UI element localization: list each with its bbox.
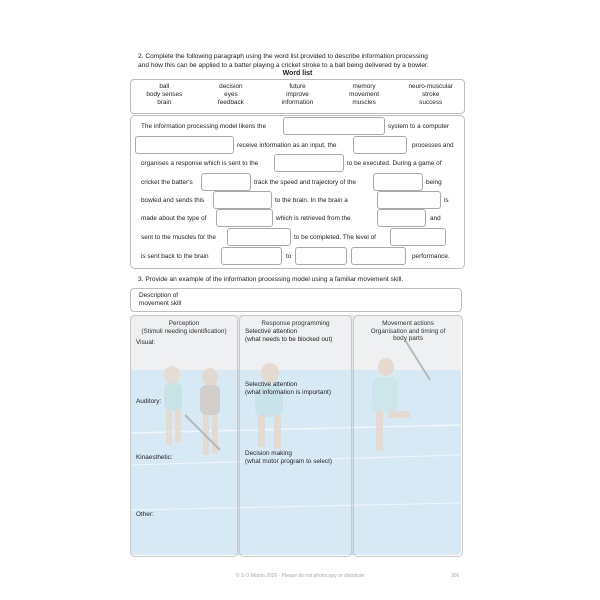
para-text: to the brain. In the brain a [275, 197, 348, 204]
blank-2[interactable] [135, 136, 234, 154]
word-list-item: neuro-muscular [408, 83, 453, 90]
response-programming-column[interactable] [239, 315, 352, 557]
para-text: to be executed. During a game of [347, 160, 442, 167]
blank-9[interactable] [216, 209, 273, 227]
para-text: made about the type of [141, 215, 207, 222]
word-list-item: ball [159, 83, 170, 90]
para-text: and [430, 215, 441, 222]
word-list-item: memory [352, 83, 376, 90]
para-text: track the speed and trajectory of the [254, 179, 356, 186]
word-list-item: decision [219, 83, 243, 90]
word-list-item: feedback [217, 99, 244, 106]
blank-1[interactable] [283, 117, 385, 135]
word-list-item: brain [157, 99, 172, 106]
other-label: Other: [136, 511, 154, 518]
para-text: receive information as an input, the [237, 142, 337, 149]
para-text: The information processing model likens the [141, 123, 267, 130]
selective-attention-blocked-desc: (what needs to be blocked out) [245, 335, 333, 343]
word-list-item: muscles [352, 99, 376, 106]
para-text: system to a computer [388, 123, 450, 130]
perception-subtitle: (Stimuli needing identification) [141, 327, 227, 335]
movement-subtitle-1: Organisation and timing of [370, 327, 446, 335]
decision-making [245, 450, 332, 465]
blank-7[interactable] [213, 191, 272, 209]
perception-header [131, 320, 237, 335]
blank-10[interactable] [377, 209, 426, 227]
perception-title: Perception [168, 320, 200, 327]
para-text: which is retrieved from the [276, 215, 351, 222]
para-text: to be completed. The level of [294, 234, 376, 241]
blank-4[interactable] [274, 154, 344, 172]
description-label-line-1: Description of [139, 292, 179, 299]
perception-column[interactable] [130, 315, 238, 557]
word-list-item: future [289, 83, 306, 90]
decision-making-title: Decision making [245, 450, 292, 457]
word-list-box [130, 79, 465, 114]
selective-attention-important-title: Selective attention [245, 381, 298, 388]
para-text: processes and [412, 142, 454, 149]
para-text: performance. [412, 253, 450, 260]
selective-attention-blocked [245, 328, 332, 343]
question-3: 3. Provide an example of the information processing model using a familiar movement skill. [138, 276, 404, 283]
movement-header [354, 320, 462, 343]
para-text: cricket the batter's [141, 179, 193, 186]
para-text: bowled and sends this [141, 197, 205, 204]
selective-attention-important [245, 381, 331, 396]
para-text: being [426, 179, 442, 186]
word-list-title: Word list [282, 70, 313, 77]
page-number: 306 [451, 573, 460, 579]
selective-attention-blocked-title: Selective attention [245, 328, 298, 335]
paragraph-box [130, 115, 465, 269]
word-list-item: body senses [146, 91, 183, 98]
blank-14[interactable] [295, 247, 347, 265]
blank-12[interactable] [390, 228, 446, 246]
blank-11[interactable] [227, 228, 291, 246]
word-list-item: success [419, 99, 443, 106]
para-text: sent to the muscles for the [141, 234, 216, 241]
movement-subtitle-2: body parts [393, 335, 423, 342]
word-list-item: movement [349, 91, 380, 98]
word-list-item: information [281, 99, 314, 106]
para-text: is [444, 197, 449, 204]
visual-label: Visual: [136, 339, 156, 346]
blank-15[interactable] [351, 247, 406, 265]
movement-actions-column[interactable] [353, 315, 463, 557]
blank-13[interactable] [221, 247, 282, 265]
blank-8[interactable] [377, 191, 441, 209]
movement-title: Movement actions [382, 320, 434, 327]
response-title: Response programming [261, 320, 330, 327]
question-2-line-1: 2. Complete the following paragraph using the word list provided to describe information processing [138, 53, 428, 60]
para-text: is sent back to the brain [141, 253, 209, 260]
para-text: to [286, 253, 292, 260]
description-label [139, 292, 181, 308]
selective-attention-important-desc: (what information is important) [245, 388, 331, 396]
blank-3[interactable] [353, 136, 407, 154]
movement-skill-description-box[interactable] [130, 288, 462, 312]
auditory-label: Auditory: [136, 398, 162, 405]
description-label-line-2: movement skill [139, 300, 182, 307]
word-list-item: eyes [224, 91, 238, 98]
kinaesthetic-label: Kinaesthetic: [136, 454, 173, 461]
word-list-grid [131, 83, 464, 107]
word-list-item: stroke [421, 91, 440, 98]
para-text: organises a response which is sent to the [141, 160, 259, 167]
footer-copyright: © S O Martin 2026 - Please do not photocopy or distribute [235, 573, 365, 579]
blank-5[interactable] [201, 173, 251, 191]
blank-6[interactable] [373, 173, 423, 191]
question-2-line-2: and how this can be applied to a batter playing a cricket stroke to a ball being delivered by a bowler. [138, 62, 429, 69]
question-2 [138, 52, 458, 70]
word-list-item: improve [286, 91, 309, 98]
decision-making-desc: (what motor program to select) [245, 457, 333, 465]
